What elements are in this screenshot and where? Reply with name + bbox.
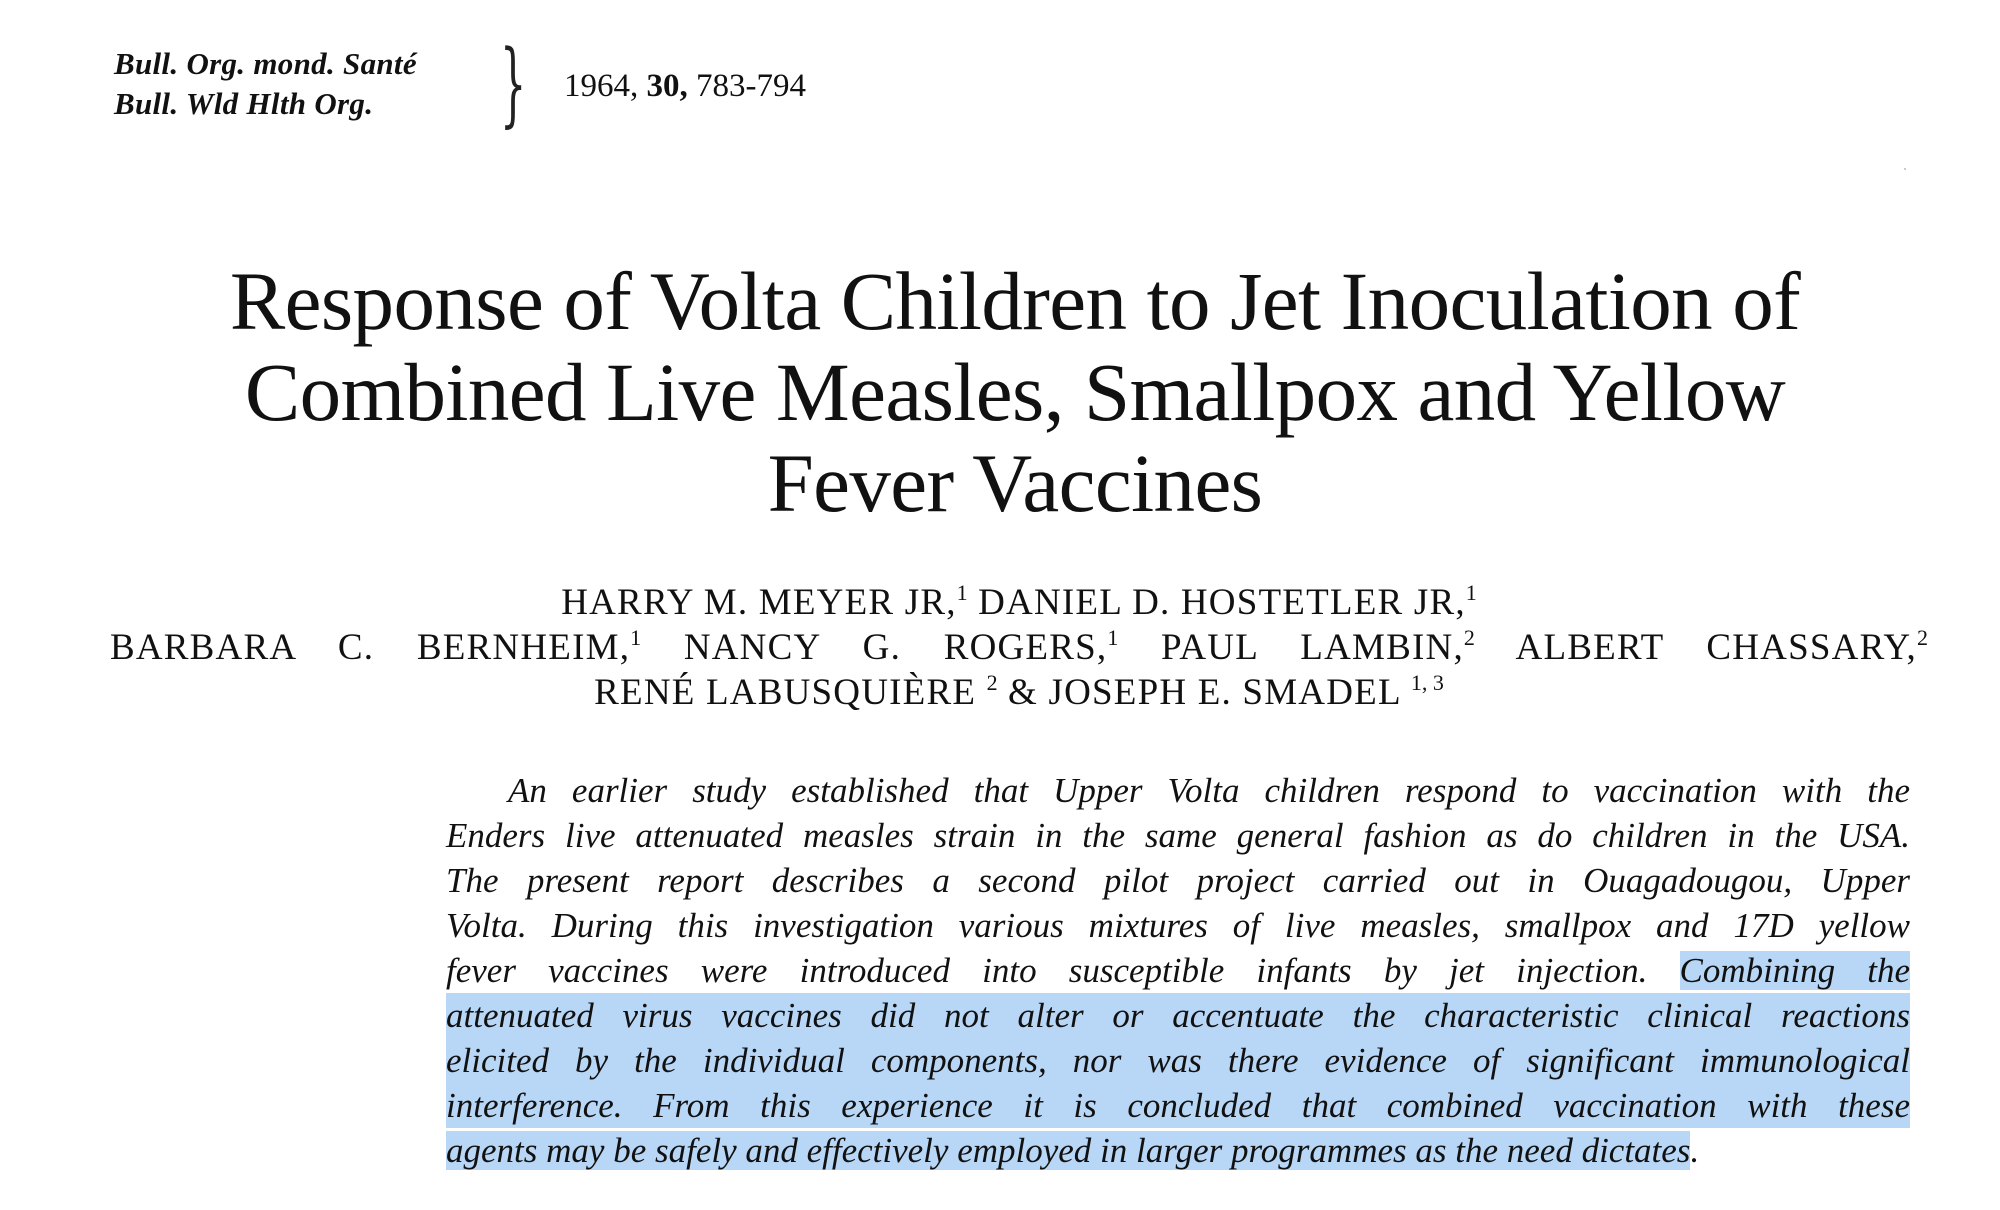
journal-names	[114, 44, 417, 124]
affiliation-mark: 1	[630, 625, 642, 650]
abstract-line: Volta. During this investigation various mixtures of live measles, smallpox and 17D yellow	[446, 906, 1910, 945]
affiliation-mark: 2	[1917, 625, 1929, 650]
author-line-1	[110, 580, 1928, 625]
author-name: HARRY M. MEYER JR,	[561, 582, 957, 623]
journal-name-french: Bull. Org. mond. Santé	[114, 46, 417, 81]
title-line: Combined Live Measles, Smallpox and Yellow	[244, 346, 1786, 438]
abstract-line: An earlier study established that Upper Volta children respond to vaccination with the	[508, 771, 1910, 810]
affiliation-mark: 1	[1465, 580, 1477, 605]
scan-speck	[1904, 168, 1906, 170]
selected-text[interactable]: Combining the	[1679, 951, 1911, 990]
selected-text[interactable]: agents may be safely and effectively employed in larger programmes as the need dictates	[446, 1131, 1691, 1170]
abstract-line: The present report describes a second pilot project carried out in Ouagadougou, Upper	[446, 861, 1910, 900]
abstract-text: .	[1690, 1131, 1700, 1170]
abstract-line: Enders live attenuated measles strain in the same general fashion as do children in the USA.	[446, 816, 1910, 855]
abstract-line-final	[446, 1128, 1910, 1173]
author-entry	[684, 627, 1119, 668]
affiliation-mark: 2	[1463, 625, 1475, 650]
abstract	[446, 768, 1910, 1173]
author-name: NANCY G. ROGERS,	[683, 627, 1108, 668]
citation	[564, 66, 806, 106]
abstract-text: fever vaccines were introduced into susceptible infants by jet injection.	[446, 951, 1680, 990]
selected-text-line[interactable]: attenuated virus vaccines did not alter or accentuate the characteristic clinical reactions	[446, 993, 1910, 1038]
author-name: BARBARA C. BERNHEIM,	[110, 627, 631, 668]
abstract-line	[446, 948, 1910, 993]
author-name: DANIEL D. HOSTETLER JR,	[967, 582, 1466, 623]
selected-text-line[interactable]: interference. From this experience it is concluded that combined vaccination with these	[446, 1083, 1910, 1128]
author-name: & JOSEPH E. SMADEL	[997, 672, 1411, 713]
author-entry	[110, 627, 641, 668]
citation-volume: 30,	[646, 68, 688, 104]
brace-symbol: }	[500, 30, 527, 137]
author-entry	[1161, 627, 1475, 668]
article-title	[120, 256, 1910, 529]
author-name: ALBERT CHASSARY,	[1515, 627, 1918, 668]
selected-text-line[interactable]: elicited by the individual components, nor was there evidence of significant immunological	[446, 1038, 1910, 1083]
author-entry	[1516, 627, 1928, 668]
author-name: RENÉ LABUSQUIÈRE	[594, 672, 987, 713]
title-line: Response of Volta Children to Jet Inoculation of	[229, 255, 1801, 347]
citation-pages: 783-794	[696, 68, 806, 104]
author-line-3	[110, 670, 1928, 715]
affiliation-mark: 1	[956, 580, 968, 605]
affiliation-mark: 1, 3	[1410, 670, 1444, 695]
title-line: Fever Vaccines	[767, 437, 1263, 529]
journal-name-english: Bull. Wld Hlth Org.	[114, 86, 374, 121]
author-line-2	[110, 625, 1928, 670]
affiliation-mark: 2	[986, 670, 998, 695]
citation-year: 1964,	[564, 68, 639, 104]
affiliation-mark: 1	[1107, 625, 1119, 650]
author-name: PAUL LAMBIN,	[1161, 627, 1464, 668]
author-list	[110, 580, 1928, 715]
